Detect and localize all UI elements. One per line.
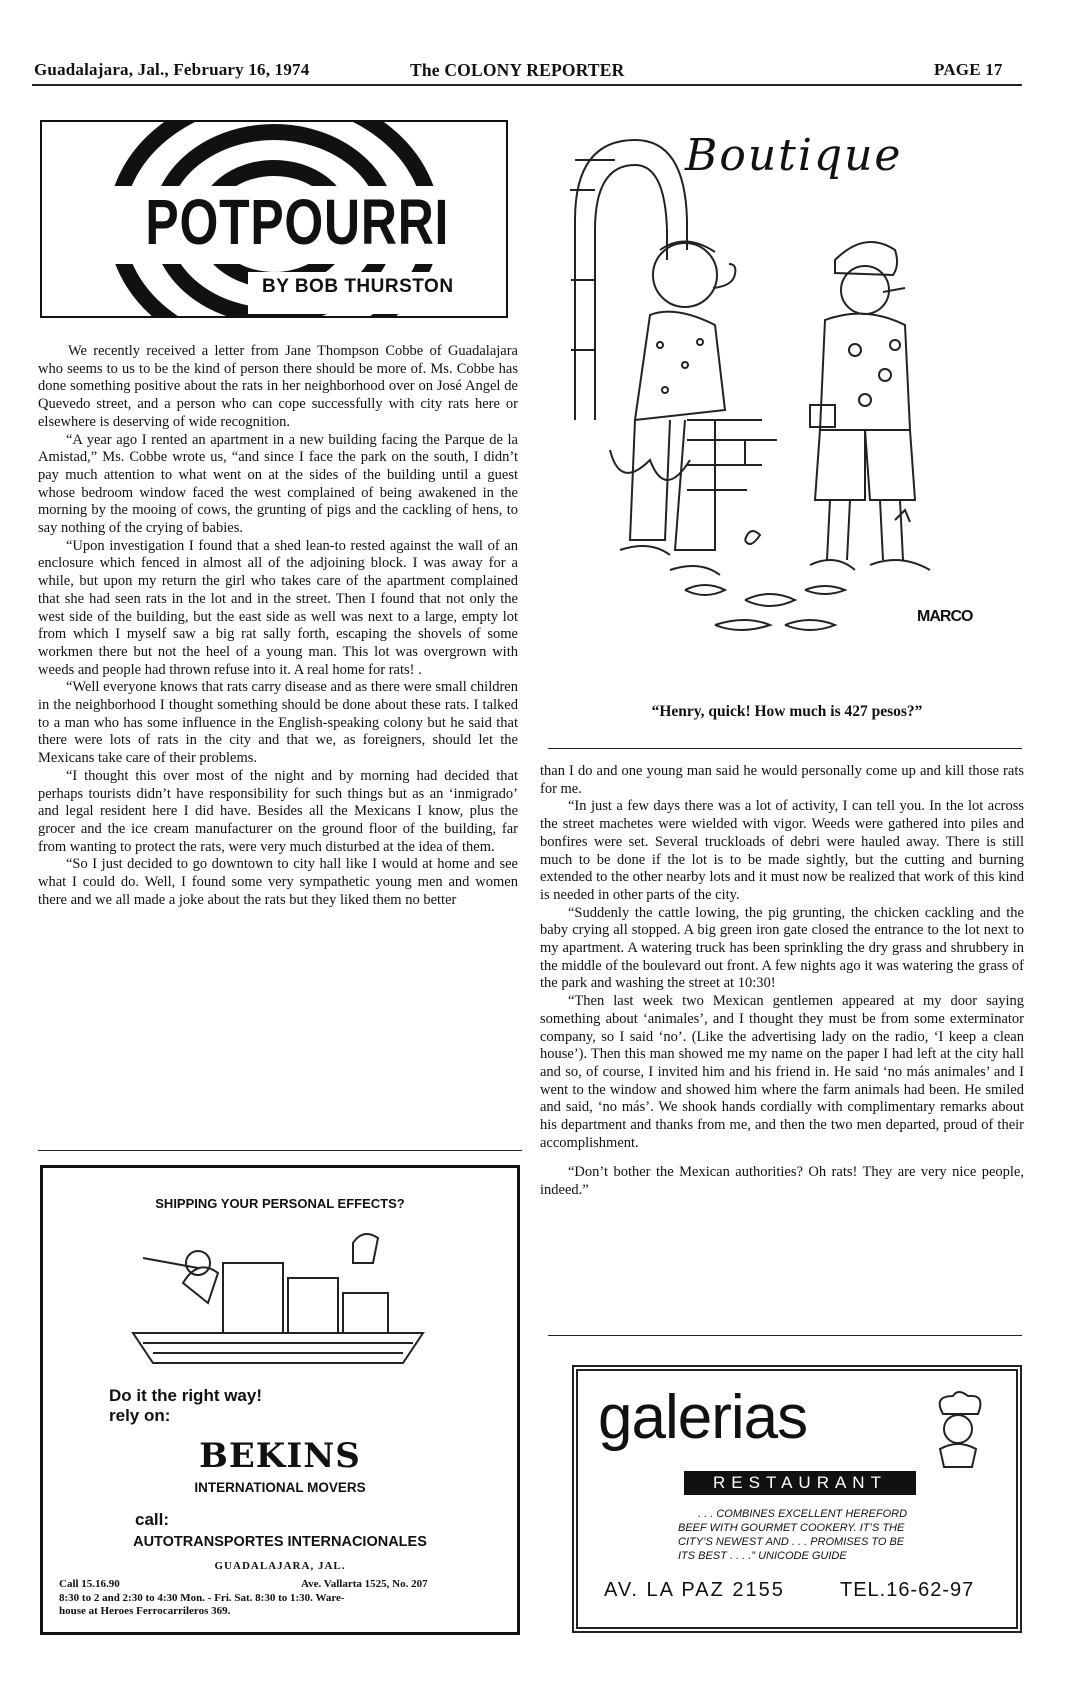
bekins-headline: SHIPPING YOUR PERSONAL EFFECTS?: [155, 1196, 405, 1211]
bekins-subtitle: INTERNATIONAL MOVERS: [194, 1480, 366, 1495]
bekins-slogan-1: Do it the right way!: [109, 1386, 262, 1405]
article-right-column: [540, 763, 1024, 1200]
article-left-column: [38, 343, 518, 910]
article-paragraph: “I thought this over most of the night and by morning had decided that perhaps tourists didn’t have responsibility for such things but as an ‘inmigrado’ and legal resident here I did have. Besides all the Mexicans I know, plus the grocer and the ice cream manufacturer on the ground floor of the building, far from wanting to protect the rats, were very much disturbed at the idea of them.: [38, 767, 518, 855]
chef-icon: [928, 1389, 988, 1469]
bekins-slogan-2: rely on:: [109, 1406, 171, 1425]
article-paragraph: “So I just decided to go downtown to city hall like I would at home and see what I could do. Well, I found some very sympathetic young men and women there and we all made a joke about the rats but they liked them no better: [38, 856, 518, 908]
bekins-address: Ave. Vallarta 1525, No. 207: [301, 1578, 428, 1590]
galerias-address: AV. LA PAZ 2155: [604, 1579, 785, 1601]
page-number: PAGE 17: [934, 60, 1003, 79]
article-paragraph: “Don’t bother the Mexican authorities? Oh rats! They are very nice people, indeed.”: [540, 1164, 1024, 1199]
header-rule: [32, 84, 1022, 86]
galerias-phone: TEL.16-62-97: [840, 1579, 975, 1601]
bekins-ad: [40, 1165, 520, 1635]
cartoon: [565, 120, 1015, 690]
galerias-ad: [572, 1365, 1022, 1633]
newspaper-name: The COLONY REPORTER: [410, 60, 625, 80]
dateline: Guadalajara, Jal., February 16, 1974: [34, 60, 310, 79]
bekins-hours: 8:30 to 2 and 2:30 to 4:30 Mon. - Fri. Sat. 8:30 to 1:30. Ware-: [59, 1592, 345, 1604]
article-paragraph: than I do and one young man said he would personally come up and kill those rats for me.: [540, 763, 1024, 797]
ship-illustration: [123, 1223, 443, 1373]
cartoon-illustration: [565, 120, 1015, 690]
galerias-type: RESTAURANT: [684, 1471, 916, 1495]
bekins-logo: BEKINS: [199, 1436, 361, 1476]
bekins-city: GUADALAJARA, JAL.: [214, 1560, 346, 1572]
blurb-line: . . . COMBINES EXCELLENT HEREFORD: [698, 1508, 908, 1520]
article-paragraph: “A year ago I rented an apartment in a new building facing the Parque de la Amistad,” Ms. Cobbe wrote us, “and since I face the park on the south, I didn’t pay much attention to what went on at the sides of the building until a guest whose bedroom window faced the west complained of being awakened in the morning by the mooing of cows, the grunting of pigs and the cackling of hens, to say nothing of the crying of babies.: [38, 431, 518, 537]
article-paragraph: “In just a few days there was a lot of activity, I can tell you. In the lot across the street machetes were wielded with vigor. Weeds were gathered into piles and bonfires were set. Several truckloads of debri were hauled away. There is still much to be done if the lot is to be made sightly, but the cutting and burning extended to the other nearby lots and it must now be realized that work of this kind is needed in other parts of the city.: [540, 798, 1024, 903]
article-paragraph: “Well everyone knows that rats carry disease and as there were small children in the neighborhood I thought something should be done about these rats. I talked to a man who has some influence in the English-speaking colony but he said that there were lots of rats in the city and that we, as foreigners, should let the Mexicans take care of their problems.: [38, 679, 518, 767]
galerias-logo: galerias: [598, 1383, 808, 1452]
cartoon-artist-signature: MARCO: [917, 608, 973, 625]
article-paragraph: “Then last week two Mexican gentlemen appeared at my door saying something about ‘animales’, and I thought they must be from some exterminator company, so I said ‘no’. (Like the advertising lady on the radio, ‘I keep a clean house’). Then this man showed me my name on the paper I had left at the city hall and so, of course, I invited him and his friend in. He said ‘no más animales’ and I went to the window and showed him where the farm animals had been. He smiled and said, ‘no más’. We shook hands cordially with complimentary remarks about his department and thanks from me, and then the two men departed, proud of their accomplishment.: [540, 993, 1024, 1151]
bekins-warehouse: house at Heroes Ferrocarrileros 369.: [59, 1605, 231, 1617]
cartoon-rule: [548, 748, 1022, 749]
boutique-sign: Boutique: [685, 130, 903, 181]
column-byline: BY BOB THURSTON: [262, 276, 454, 297]
article-paragraph: “Upon investigation I found that a shed lean-to rested against the wall of an enclosure which fenced in almost all of the adjoining block. I was away for a while, but upon my return the girl who takes care of the apartment complained that she had seen rats in the lot and in the street. Then I found that not only the west side of the building, but the east side as well was next to a large, empty lot from which I myself saw a big rat sally forth, escaping the shovels of some workmen there but not the heel of a young man. This lot was overgrown with weeds and people had thrown refuse into it. A real home for rats! .: [38, 537, 518, 678]
column-title: POTPOURRI: [145, 186, 450, 258]
galerias-blurb: [678, 1507, 907, 1563]
article-paragraph: We recently received a letter from Jane Thompson Cobbe of Guadalajara who seems to us to be the kind of person there should be more of. Ms. Cobbe has done something positive about the rats in her neighborhood over on José Angel de Quevedo street, and a person who can cope successfully with city rats here or elsewhere is deserving of wide recognition.: [38, 343, 518, 430]
bekins-agent: AUTOTRANSPORTES INTERNACIONALES: [133, 1534, 427, 1550]
cartoon-caption: “Henry, quick! How much is 427 pesos?”: [651, 703, 923, 720]
blurb-line: ITS BEST . . . .” UNICODE GUIDE: [678, 1550, 847, 1562]
article-paragraph: “Suddenly the cattle lowing, the pig grunting, the chicken cackling and the baby crying all stopped. A big green iron gate closed the entrance to the lot next to my apartment. A watering truck has been sprinkling the dry grass and shrubbery in the middle of the boulevard out front. A few nights ago it was watering the grass of the park and washing the street at 10:30!: [540, 904, 1024, 992]
blurb-line: BEEF WITH GOURMET COOKERY. IT’S THE: [678, 1522, 905, 1534]
bekins-call-label: call:: [135, 1510, 170, 1529]
blurb-line: CITY’S NEWEST AND . . . PROMISES TO BE: [678, 1536, 905, 1548]
ad-rule-right: [548, 1335, 1022, 1336]
ad-rule-left: [38, 1150, 522, 1151]
column-logo: [40, 120, 508, 318]
bekins-phone: Call 15.16.90: [59, 1578, 120, 1590]
